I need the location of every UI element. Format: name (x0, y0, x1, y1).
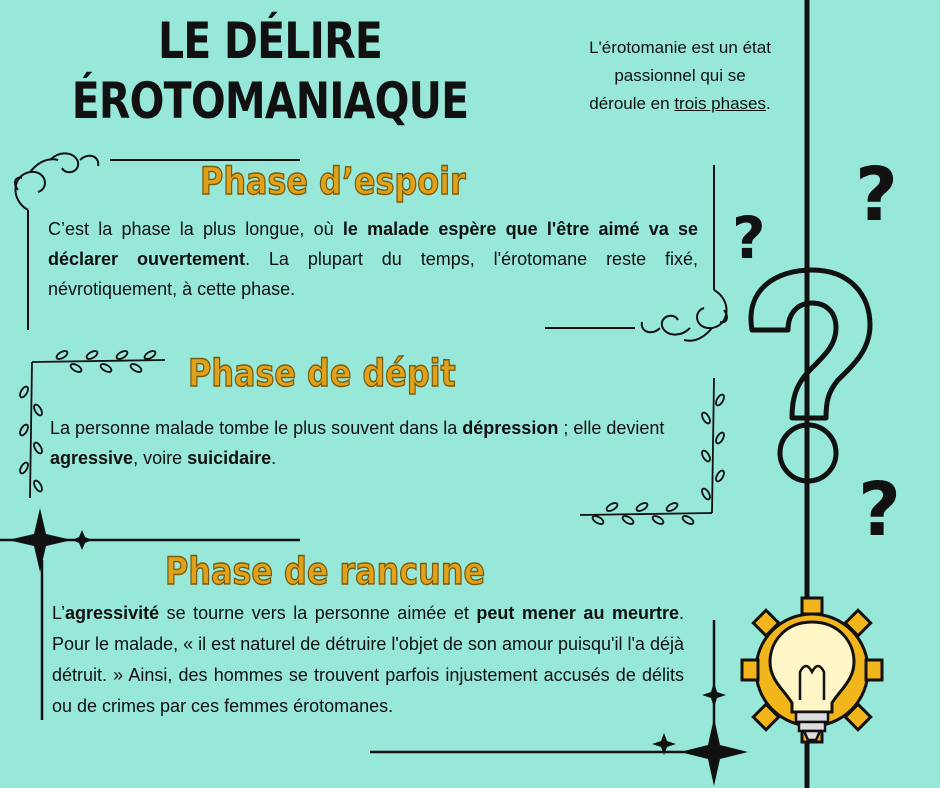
phase-2-text (50, 413, 695, 473)
phase-2-title: Phase de dépit (188, 352, 456, 395)
phase-3-bold: agressivité (65, 603, 160, 623)
intro-text (545, 34, 815, 118)
intro-line-2: passionnel qui se (614, 66, 746, 85)
phase-2-bold: agressive (50, 448, 134, 468)
main-title-line-2: ÉROTOMANIAQUE (71, 72, 469, 130)
phase-3-title: Phase de rancune (165, 550, 486, 593)
main-title-line-1: LE DÉLIRE (157, 12, 383, 70)
question-mark-icon (751, 270, 870, 481)
phase-2-bold: dépression (462, 418, 559, 438)
phase-1-text (48, 214, 698, 304)
intro-line-3-post: . (766, 94, 771, 113)
lightbulb-gear-icon (742, 598, 882, 742)
question-mark-icon (732, 152, 901, 553)
svg-text:?: ? (732, 204, 766, 272)
phase-2-text-part: La personne malade tombe le plus souvent dans la (50, 418, 463, 438)
phase-2-text-part: , voire (133, 448, 188, 468)
phase-1-text-part: . La plupart du temps, l'érotomane reste fixé, névrotiquement, à cette phase. (48, 249, 699, 299)
intro-line-1: L'érotomanie est un état (589, 38, 771, 57)
intro-underlined-phrase: trois phases (674, 94, 766, 113)
intro-line-3-pre: déroule en (589, 94, 675, 113)
intro-line-3 (545, 90, 815, 118)
phase-3-text-part: . Pour le malade, « il est naturel de détruire l'objet de son amour puisqu'il l'a déjà détruit. » Ainsi, des hommes se trouvent parfois injustement accusés de délits ou de crimes par ces femmes érotomanes. (52, 603, 684, 716)
svg-text:?: ? (855, 152, 898, 238)
phase-3-text-part: L’ (52, 603, 66, 623)
phase-3-text (52, 598, 684, 722)
phase-3-text-part: se tourne vers la personne aimée et (159, 603, 477, 623)
phase-2-text-part: ; elle devient (558, 418, 665, 438)
phase-1-text-part: C’est la phase la plus longue, où (48, 219, 343, 239)
svg-text:?: ? (858, 467, 901, 553)
phase-2-bold: suicidaire (187, 448, 272, 468)
phase-2-text-part: . (271, 448, 277, 468)
phase-3-bold: peut mener au meurtre (476, 603, 679, 623)
phase-1-title: Phase d’espoir (200, 160, 466, 203)
phase-1-bold: le malade espère que l'être aimé va se déclarer ouvertement (48, 219, 698, 269)
